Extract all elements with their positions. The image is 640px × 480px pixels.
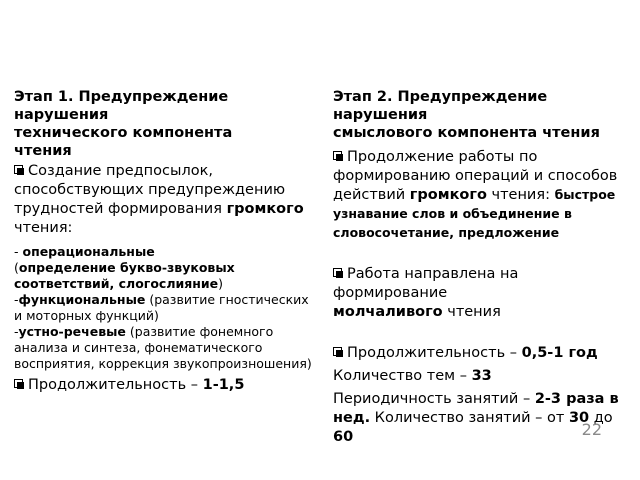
bullet-icon	[14, 379, 25, 390]
stage-2-periodicity: Периодичность занятий – 2-3 раза в нед. Количество занятий – от 30 до 60	[333, 391, 619, 445]
stage-1-functional: -функциональные (развитие гностических и моторных функций)	[14, 292, 309, 323]
stage-1-column	[14, 88, 314, 395]
page-number: 22	[581, 420, 602, 439]
stage-2-heading: Этап 2. Предупреждение нарушения смыслового компонента чтения	[333, 89, 600, 141]
stage-1-duration: Продолжительность – 1-1,5	[14, 376, 314, 395]
stage-1-operational: - операциональные (определение букво-звуковых соответствий, слогослияние)	[14, 244, 235, 291]
stage-2-topics: Количество тем – 33	[333, 368, 492, 384]
stage-2-duration: Продолжительность – 0,5-1 год	[333, 344, 633, 363]
stage-2-item-silent: Работа направлена на формирование молчаливого чтения	[333, 266, 519, 320]
stage-2-item-continuation: Продолжение работы по формированию операций и способов действий громкого чтения: быстрое узнавание слов и объединение в словосочетание, предложение	[333, 149, 618, 240]
stage-2-column	[333, 88, 633, 447]
stage-1-heading: Этап 1. Предупреждение нарушения технического компонента чтения	[14, 89, 233, 159]
bullet-icon	[333, 151, 344, 162]
bullet-icon	[14, 165, 25, 176]
bullet-icon	[333, 268, 344, 279]
bullet-icon	[333, 347, 344, 358]
stage-1-item-prerequisites: Создание предпосылок, способствующих предупреждению трудностей формирования громкого чтения:	[14, 163, 304, 236]
stage-1-oral-speech: -устно-речевые (развитие фонемного анализа и синтеза, фонематического восприятия, коррекция звукопроизношения)	[14, 324, 312, 371]
